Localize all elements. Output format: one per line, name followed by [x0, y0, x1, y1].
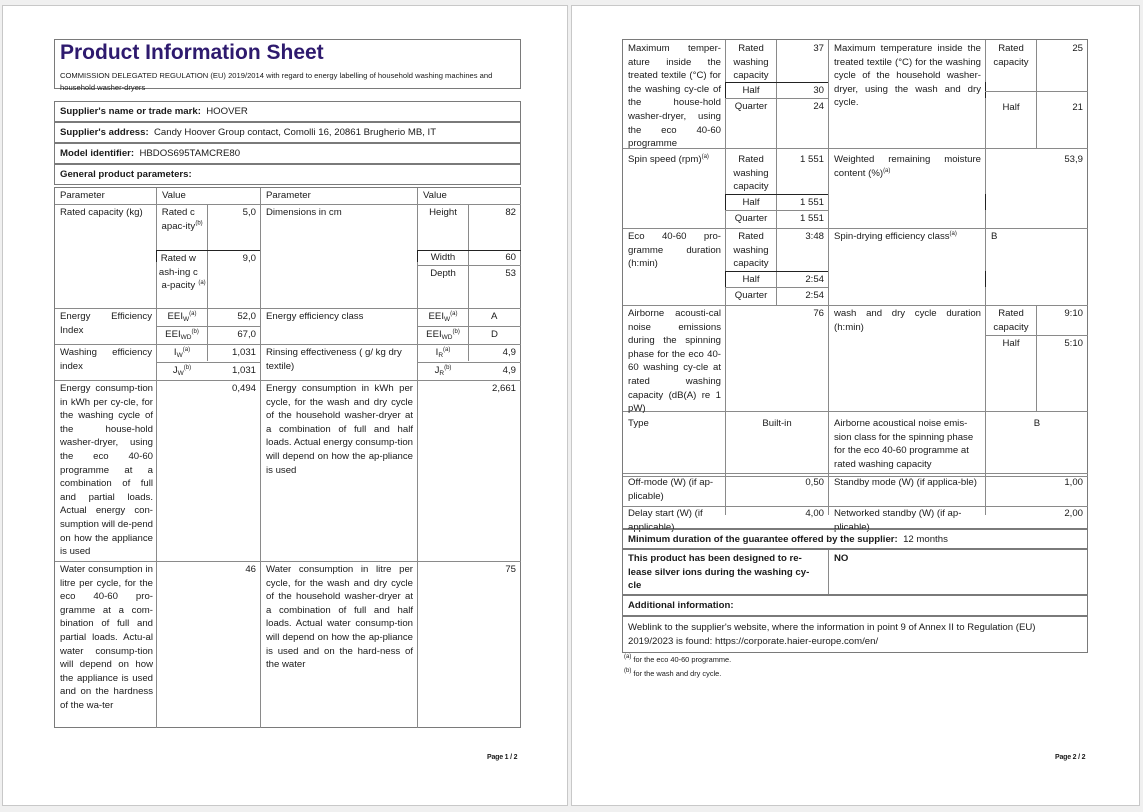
max-temp-rated-label: Rated washing capacity	[733, 43, 769, 82]
spin-class-value: B	[991, 231, 998, 242]
eei-label: Energy Efficiency Index	[60, 311, 152, 336]
header-parameter-1: Parameter	[60, 190, 105, 201]
additional-info-heading: Additional information:	[622, 595, 1088, 616]
dimensions-label: Dimensions in cm	[266, 207, 342, 218]
width-value: 60	[505, 252, 516, 263]
guarantee-value: 12 months	[903, 534, 948, 545]
guarantee-label: Minimum duration of the guarantee offered by the supplier:	[628, 534, 898, 545]
eei-class-wd-symbol: $EEI_{WD}^{(b)}$	[426, 329, 460, 341]
supplier-name-value: HOOVER	[206, 106, 248, 117]
energy-washdry-label: Energy consumption in kWh per cycle, for the wash and dry cycle of the household washer-dryer at a combination of full and half loads. Actual energy consump-tion will depend on how the ap-pliance is used	[266, 383, 413, 476]
rated-capacity-sub1	[157, 206, 207, 233]
rated-capacity-label: Rated capacity (kg)	[60, 207, 143, 218]
water-wash-value: 46	[245, 564, 256, 575]
eco-duration-label: Eco 40-60 pro-gramme duration (h:min)	[628, 231, 721, 270]
weblink-row	[622, 616, 1088, 653]
eei-class-wd-value: D	[491, 329, 498, 340]
header-parameter-2: Parameter	[266, 190, 311, 201]
rated-capacity-value-1: 5,0	[242, 207, 256, 218]
spin-quarter-label: Quarter	[734, 213, 768, 224]
iw-value: 1,031	[231, 347, 256, 358]
networked-standby-value: 2,00	[1064, 508, 1083, 519]
washdry-rated-value: 9:10	[1064, 308, 1083, 319]
regulation-text: COMMISSION DELEGATED REGULATION (EU) 2019/2014 with regard to energy labelling of household washing machines and household washer-dryers	[60, 71, 493, 92]
footnote-b: $^{(b)}$ for the wash and dry cycle.	[624, 668, 722, 678]
moisture-label: Weighted remaining moisture content (%)$^{(a)}$	[834, 154, 981, 179]
eei-class-w-symbol: $EEI_W^{(a)}$	[428, 311, 458, 323]
rinsing-label: Rinsing effectiveness ( g/ kg dry textile)	[266, 347, 402, 372]
ir-symbol: $I_R^{(a)}$	[435, 347, 451, 359]
ir-value: 4,9	[502, 347, 516, 358]
jw-value: 1,031	[231, 365, 256, 376]
max-temp-quarter-value: 24	[813, 101, 824, 112]
document-page-2	[571, 5, 1140, 806]
type-label: Type	[628, 418, 649, 429]
eei-class-label: Energy efficiency class	[266, 311, 364, 322]
energy-wash-value: 0,494	[231, 383, 256, 394]
height-value: 82	[505, 207, 516, 218]
networked-standby-label: Networked standby (W) (if ap-plicable)	[834, 508, 962, 533]
noise-class-label: Airborne acoustical noise emis-sion class for the spinning phase for the eco 40-60 programme at rated washing capacity	[834, 418, 974, 470]
spin-quarter-value: 1 551	[799, 213, 824, 224]
spin-rated-label: Rated washing capacity	[733, 154, 769, 193]
iw-symbol: $I_W^{(a)}$	[173, 347, 191, 359]
weblink-text[interactable]: Weblink to the supplier's website, where the information in point 9 of Annex II to Regulation (EU) 2019/2023 is found: https://corporate.haier-europe.com/en/	[628, 622, 1036, 647]
spin-half-label: Half	[742, 197, 760, 208]
energy-wash-label: Energy consump-tion in kWh per cy-cle, for the washing cycle of the house-hold washer-dryer, using the eco 40-60 programme at a combination of full and partial loads. Actual energy con-sumption will de-pend on how the appliance is used	[60, 383, 153, 558]
noise-class-value: B	[1033, 418, 1041, 429]
footnote-ref: (b)	[195, 220, 203, 227]
rated-capacity-sub1-label: Rated capac-ity	[161, 207, 196, 232]
off-mode-label: Off-mode (W) (if ap-plicable)	[628, 477, 714, 502]
water-wash-label: Water consumption in litre per cycle, for the eco 40-60 pro-gramme at a com-bination of full and partial loads. Actu-al water consump-tion will depend on how the appliance is used and on the hardness of the wa-ter	[60, 564, 153, 711]
energy-washdry-value: 2,661	[491, 383, 516, 394]
moisture-value: 53,9	[1064, 154, 1083, 165]
noise-value: 76	[813, 308, 824, 319]
footnote-a: $^{(a)}$ for the eco 40-60 programme.	[624, 654, 732, 664]
supplier-name-row	[54, 101, 521, 122]
eco-quarter-label: Quarter	[734, 290, 768, 301]
washdry-rated-label: Rated capacity	[993, 308, 1029, 333]
supplier-address-row	[54, 122, 521, 143]
max-temp-washdry-half-label: Half	[1002, 102, 1020, 113]
page-number: Page 2 / 2	[1055, 754, 1086, 761]
supplier-address-value: Candy Hoover Group contact, Comolli 16, 20861 Brugherio MB, IT	[154, 127, 437, 138]
model-row	[54, 143, 521, 164]
footnote-ref: (a)	[198, 280, 206, 287]
rated-capacity-sub2-label: Rated wash-ing ca-pacity	[158, 253, 198, 292]
jr-value: 4,9	[502, 365, 516, 376]
parameters-table-2	[622, 39, 1088, 533]
max-temp-wash-label: Maximum temper-ature inside the treated textile (°C) for the washing cy-cle of the house-hold washer-dryer, using the eco 40-60 programme	[628, 43, 721, 150]
eco-half-label: Half	[742, 274, 760, 285]
max-temp-washdry-rated-value: 25	[1072, 43, 1083, 54]
standby-label: Standby mode (W) (if applica-ble)	[834, 477, 977, 488]
type-value: Built-in	[762, 418, 792, 429]
max-temp-washdry-rated-label: Rated capacity	[993, 43, 1029, 68]
eei-w-value: 52,0	[237, 311, 256, 322]
jr-symbol: $J_R^{(b)}$	[434, 365, 452, 377]
eco-half-value: 2:54	[805, 274, 824, 285]
washdry-duration-label: wash and dry cycle duration (h:min)	[834, 308, 981, 333]
max-temp-half-value: 30	[813, 85, 824, 96]
eco-rated-value: 3:48	[805, 231, 824, 242]
supplier-name-label: Supplier's name or trade mark:	[60, 106, 201, 117]
standby-value: 1,00	[1064, 477, 1083, 488]
height-label: Height	[429, 207, 457, 218]
guarantee-row	[622, 529, 1088, 549]
washdry-half-label: Half	[1002, 338, 1020, 349]
silver-ions-value: NO	[834, 553, 849, 564]
model-value: HBDOS695TAMCRE80	[139, 148, 241, 159]
noise-label: Airborne acousti-cal noise emissions during the spinning phase for the eco 40-60 washing cy-cle at rated washing capacity (dB(A) re 1 pW)	[628, 308, 721, 415]
jw-symbol: $J_W^{(b)}$	[172, 365, 192, 377]
depth-value: 53	[505, 268, 516, 279]
parameters-table	[54, 187, 521, 728]
rated-capacity-sub2	[157, 252, 207, 293]
spin-half-value: 1 551	[799, 197, 824, 208]
eei-wd-symbol: $EEI_{WD}^{(b)}$	[165, 329, 199, 341]
max-temp-rated-value: 37	[813, 43, 824, 54]
max-temp-quarter-label: Quarter	[734, 101, 768, 112]
water-washdry-value: 75	[505, 564, 516, 575]
header-value-2: Value	[423, 190, 447, 201]
off-mode-value: 0,50	[805, 477, 824, 488]
delay-start-value: 4,00	[805, 508, 824, 519]
eei-w-symbol: $EEI_W^{(a)}$	[167, 311, 197, 323]
rated-capacity-value-2: 9,0	[242, 253, 256, 264]
model-label: Model identifier:	[60, 148, 135, 159]
general-params-heading: General product parameters:	[54, 164, 521, 185]
max-temp-washdry-label: Maximum temperature inside the treated textile (°C) for the washing cycle of the household washer-dryer, using the wash and dry cycle.	[834, 43, 981, 109]
width-label: Width	[430, 252, 456, 263]
header-value-1: Value	[162, 190, 186, 201]
washing-efficiency-label: Washing efficiency index	[60, 347, 152, 372]
eei-wd-value: 67,0	[237, 329, 256, 340]
eco-quarter-value: 2:54	[805, 290, 824, 301]
page-title: Product Information Sheet	[60, 41, 324, 64]
max-temp-washdry-half-value: 21	[1072, 102, 1083, 113]
delay-start-label: Delay start (W) (if applicable)	[628, 508, 703, 533]
water-washdry-label: Water consumption in litre per cycle, for the wash and dry cycle of the household washer-dryer at a combination of full and half loads. Actual water consump-tion will depend on how the ap-pliance is used and on the hard-ness of the water	[266, 564, 413, 671]
depth-label: Depth	[430, 268, 456, 279]
eco-rated-label: Rated washing capacity	[733, 231, 769, 270]
silver-ions-row	[622, 549, 1088, 595]
max-temp-half-label: Half	[742, 85, 760, 96]
washdry-half-value: 5:10	[1064, 338, 1083, 349]
supplier-address-label: Supplier's address:	[60, 127, 149, 138]
silver-ions-label: This product has been designed to re-lease silver ions during the washing cy-cle	[628, 553, 810, 592]
spin-rated-value: 1 551	[799, 154, 824, 165]
page-number: Page 1 / 2	[487, 754, 518, 761]
eei-class-w-value: A	[491, 311, 498, 322]
title-block	[54, 39, 521, 92]
document-page-1	[2, 5, 568, 806]
spin-class-label: Spin-drying efficiency class$^{(a)}$	[834, 231, 957, 242]
spin-speed-label: Spin speed (rpm)$^{(a)}$	[628, 154, 709, 165]
